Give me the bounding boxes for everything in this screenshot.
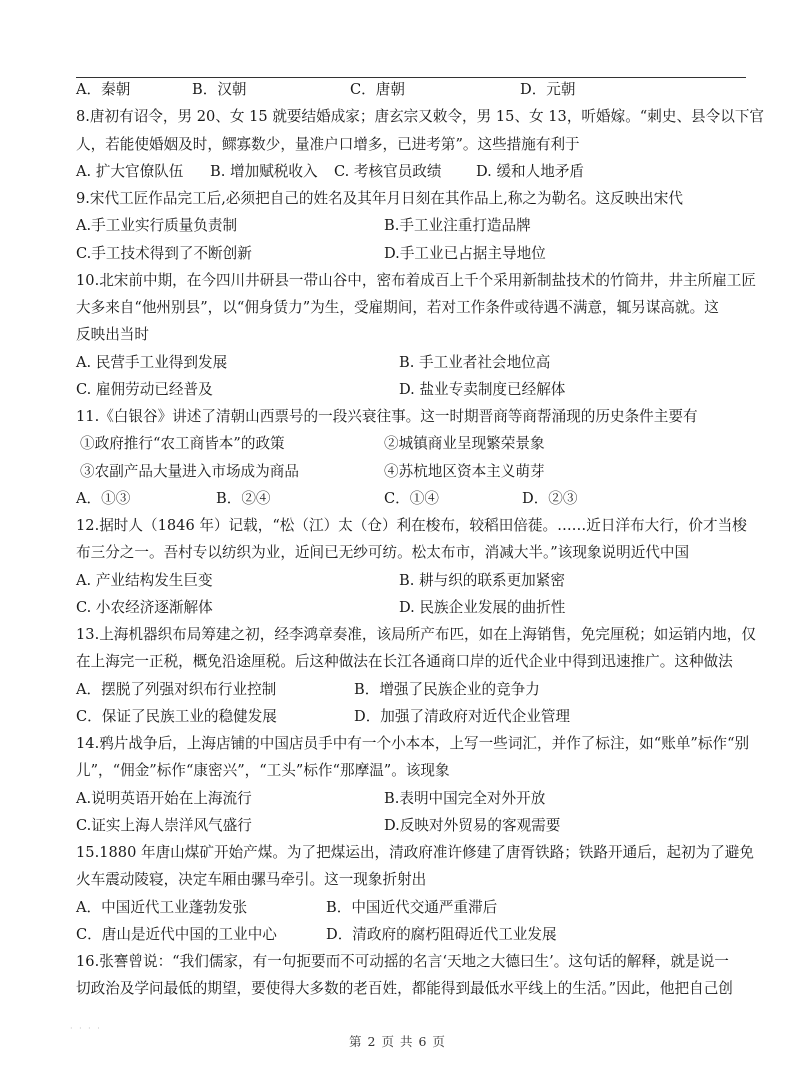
options-row — [76, 434, 752, 454]
text-line: 在上海完一正税，概免沿途厘税。后这种做法在长江各通商口岸的近代企业中得到迅速推广。这种做法 — [76, 653, 733, 671]
answer-option: C．唐朝 — [350, 81, 405, 98]
answer-option: B. 耕与织的联系更加紧密 — [399, 571, 565, 589]
total-pages: 6 — [418, 1034, 427, 1049]
answer-option: C．唐山是近代中国的工业中心 — [76, 925, 277, 943]
answer-option: D．加强了清政府对近代企业管理 — [354, 707, 571, 725]
text-line: 9.宋代工匠作品完工后,必须把自己的姓名及其年月日刻在其作品上,称之为勒名。这反映出宋代 — [76, 190, 683, 207]
answer-option: D．元朝 — [520, 81, 576, 98]
answer-option: A. 民营手工业得到发展 — [76, 353, 228, 371]
answer-option: D．②③ — [522, 489, 578, 507]
options-row — [76, 80, 752, 100]
answer-option: C．保证了民族工业的稳健发展 — [76, 707, 277, 725]
answer-option: D.反映对外贸易的客观需要 — [384, 816, 561, 834]
options-row — [76, 598, 752, 618]
answer-option: B．中国近代交通严重滞后 — [326, 898, 498, 916]
answer-option: ②城镇商业呈现繁荣景象 — [384, 435, 545, 453]
text-line: 16.张謇曾说：“我们儒家，有一句扼要而不可动摇的名言‘天地之大德曰生’。这句话的解释，就是说一 — [76, 953, 729, 970]
answer-option: D.手工业已占据主导地位 — [384, 244, 546, 262]
options-row — [76, 680, 752, 700]
answer-option: A．①③ — [76, 489, 131, 507]
answer-option: B.手工业注重打造品牌 — [384, 217, 531, 235]
answer-option: D. 盐业专卖制度已经解体 — [399, 380, 566, 398]
answer-option: D. 民族企业发展的曲折性 — [399, 598, 566, 616]
text-line: 11.《白银谷》讲述了清朝山西票号的一段兴衰往事。这一时期晋商等商帮涌现的历史条件主要有 — [76, 408, 698, 425]
answer-option: A. 产业结构发生巨变 — [76, 571, 213, 589]
options-row — [76, 925, 752, 945]
answer-option: A．摆脱了列强对织布行业控制 — [76, 680, 277, 698]
answer-option: B. 增加赋税收入 — [210, 162, 318, 180]
header-rule — [76, 77, 746, 78]
answer-option: A．秦朝 — [76, 81, 131, 98]
options-row — [76, 489, 752, 509]
text-line: 儿”，“佣金”标作“康密兴”，“工头”标作“那摩温”。该现象 — [76, 762, 450, 780]
text-line: 15.1880 年唐山煤矿开始产煤。为了把煤运出，清政府准许修建了唐胥铁路；铁路开通后，起初为了避免 — [76, 844, 754, 861]
text-line: 大多来自“他州别县”，以“佣身赁力”为生，受雇期间，若对工作条件或待遇不满意，辄另谋高就。这 — [76, 299, 719, 316]
answer-option: A. 扩大官僚队伍 — [76, 162, 184, 180]
answer-option: ④苏杭地区资本主义萌芽 — [384, 462, 545, 480]
text-line: 8.唐初有诏令，男 20、女 15 就要结婚成家；唐玄宗又敕令，男 15、女 13，听婚嫁。“刺史、县令以下官 — [76, 108, 765, 126]
text-line: 14.鸦片战争后，上海店铺的中国店员手中有一个小本本，上写一些词汇，并作了标注，如“账单”标作“别 — [76, 735, 750, 752]
options-row — [76, 462, 752, 482]
answer-option: B.表明中国完全对外开放 — [384, 789, 546, 807]
options-row — [76, 216, 752, 236]
answer-option: C.证实上海人崇洋风气盛行 — [76, 816, 252, 834]
options-row — [76, 162, 752, 182]
answer-option: C.手工技术得到了不断创新 — [76, 244, 252, 262]
answer-option: B．增强了民族企业的竞争力 — [354, 680, 540, 698]
options-row — [76, 707, 752, 727]
answer-option: A．中国近代工业蓬勃发张 — [76, 898, 248, 916]
answer-option: B．汉朝 — [192, 81, 247, 98]
text-line: 13.上海机器织布局筹建之初，经李鸿章奏准，该局所产布匹，如在上海销售，免完厘税；如运销内地，仅 — [76, 626, 756, 643]
options-row — [76, 244, 752, 264]
page-footer: 第 2 页 共 6 页 — [349, 1034, 445, 1049]
text-line: 火车震动陵寝，决定车厢由骡马牵引。这一现象折射出 — [76, 871, 427, 889]
text-line: 10.北宋前中期，在今四川井研县一带山谷中，密布着成百上千个采用新制盐技术的竹筒井，井主所雇工匠 — [76, 271, 756, 289]
options-row — [76, 353, 752, 373]
text-line: 人，若能使婚姻及时，鳏寡数少，量准户口增多，已进考第”。这些措施有利于 — [76, 135, 580, 153]
scan-artifact: · · · · — [70, 1024, 102, 1033]
text-line: 12.据时人（1846 年）记载，“松（江）太（仓）利在梭布，较稻田倍蓰。……近日洋布大行，价才当梭 — [76, 517, 747, 534]
answer-option: D. 缓和人地矛盾 — [476, 162, 585, 180]
answer-option: A.手工业实行质量负责制 — [76, 217, 238, 235]
answer-option: A.说明英语开始在上海流行 — [76, 789, 252, 807]
options-row — [76, 380, 752, 400]
answer-option: ③农副产品大量进入市场成为商品 — [80, 462, 299, 480]
options-row — [76, 816, 752, 836]
text-line: 反映出当时 — [76, 326, 149, 344]
text-line: 切政治及学问最低的期望，要使得大多数的老百姓，都能得到最低水平线上的生活。”因此，他把自己创 — [76, 980, 733, 998]
answer-option: B. 手工业者社会地位高 — [399, 353, 551, 371]
text-line: 布三分之一。吾村专以纺织为业，近间已无纱可纺。松太布市，消减大半。”该现象说明近代中国 — [76, 544, 690, 562]
answer-option: ①政府推行“农工商皆本”的政策 — [80, 435, 285, 453]
options-row — [76, 789, 752, 809]
answer-option: C. 考核官员政绩 — [334, 162, 442, 180]
answer-option: C. 小农经济逐渐解体 — [76, 598, 213, 616]
current-page: 2 — [367, 1034, 376, 1049]
answer-option: C．①④ — [384, 489, 439, 507]
answer-option: B．②④ — [216, 489, 271, 507]
options-row — [76, 571, 752, 591]
answer-option: D．清政府的腐朽阻碍近代工业发展 — [326, 925, 557, 943]
answer-option: C. 雇佣劳动已经普及 — [76, 380, 213, 398]
options-row — [76, 898, 752, 918]
